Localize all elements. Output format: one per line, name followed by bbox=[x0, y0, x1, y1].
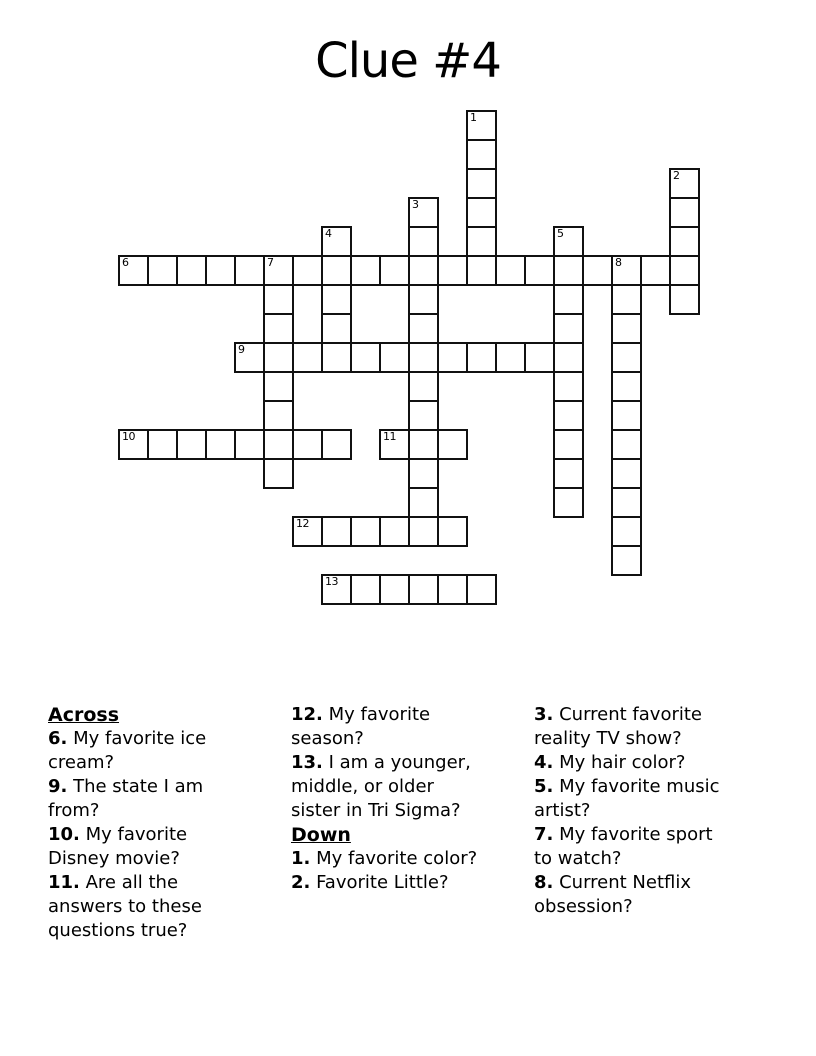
grid-cell-12-1[interactable] bbox=[466, 139, 497, 170]
clue-number-9: 9. bbox=[48, 776, 68, 797]
cell-number-2: 2 bbox=[673, 169, 680, 182]
grid-cell-19-4[interactable] bbox=[669, 226, 700, 257]
grid-cell-10-12[interactable] bbox=[408, 458, 439, 489]
clues-section bbox=[0, 703, 816, 1003]
grid-cell-5-11[interactable] bbox=[263, 429, 294, 460]
clue-7: 7. My favorite sport to watch? bbox=[534, 824, 713, 869]
grid-cell-0-5[interactable] bbox=[118, 255, 149, 286]
grid-cell-7-4[interactable] bbox=[321, 226, 352, 257]
grid-cell-10-5[interactable] bbox=[408, 255, 439, 286]
grid-cell-17-13[interactable] bbox=[611, 487, 642, 518]
grid-cell-7-14[interactable] bbox=[321, 516, 352, 547]
grid-cell-1-11[interactable] bbox=[147, 429, 178, 460]
grid-cell-11-16[interactable] bbox=[437, 574, 468, 605]
clues-column-3 bbox=[534, 703, 725, 919]
grid-cell-4-8[interactable] bbox=[234, 342, 265, 373]
clue-number-5: 5. bbox=[534, 776, 554, 797]
cell-number-4: 4 bbox=[325, 227, 332, 240]
cell-number-9: 9 bbox=[238, 343, 245, 356]
clue-12: 12. My favorite season? bbox=[291, 704, 431, 749]
clue-8: 8. Current Netflix obsession? bbox=[534, 872, 692, 917]
cell-number-12: 12 bbox=[296, 517, 309, 530]
clue-number-1: 1. bbox=[291, 848, 311, 869]
clues-header-down: Down bbox=[291, 824, 351, 846]
cell-number-1: 1 bbox=[470, 111, 477, 124]
clue-5: 5. My favorite music artist? bbox=[534, 776, 720, 821]
clue-4: 4. My hair color? bbox=[534, 752, 686, 773]
grid-cell-14-8[interactable] bbox=[524, 342, 555, 373]
grid-cell-15-6[interactable] bbox=[553, 284, 584, 315]
clue-10: 10. My favorite Disney movie? bbox=[48, 824, 188, 869]
grid-cell-13-8[interactable] bbox=[495, 342, 526, 373]
clue-number-3: 3. bbox=[534, 704, 554, 725]
clues-column-2 bbox=[291, 703, 481, 895]
grid-cell-17-8[interactable] bbox=[611, 342, 642, 373]
cell-number-10: 10 bbox=[122, 430, 135, 443]
clue-number-11: 11. bbox=[48, 872, 80, 893]
grid-cell-5-7[interactable] bbox=[263, 313, 294, 344]
clue-number-2: 2. bbox=[291, 872, 311, 893]
grid-cell-9-14[interactable] bbox=[379, 516, 410, 547]
grid-cell-8-14[interactable] bbox=[350, 516, 381, 547]
grid-cell-10-14[interactable] bbox=[408, 516, 439, 547]
grid-cell-12-3[interactable] bbox=[466, 197, 497, 228]
grid-cell-15-10[interactable] bbox=[553, 400, 584, 431]
grid-cell-1-5[interactable] bbox=[147, 255, 178, 286]
grid-cell-7-11[interactable] bbox=[321, 429, 352, 460]
clue-number-13: 13. bbox=[291, 752, 323, 773]
grid-cell-15-8[interactable] bbox=[553, 342, 584, 373]
grid-cell-7-16[interactable] bbox=[321, 574, 352, 605]
grid-cell-8-16[interactable] bbox=[350, 574, 381, 605]
grid-cell-6-14[interactable] bbox=[292, 516, 323, 547]
grid-cell-8-5[interactable] bbox=[350, 255, 381, 286]
grid-cell-17-7[interactable] bbox=[611, 313, 642, 344]
grid-cell-10-13[interactable] bbox=[408, 487, 439, 518]
grid-cell-12-0[interactable] bbox=[466, 110, 497, 141]
grid-cell-15-4[interactable] bbox=[553, 226, 584, 257]
cell-number-8: 8 bbox=[615, 256, 622, 269]
clue-number-10: 10. bbox=[48, 824, 80, 845]
clues-header-across: Across bbox=[48, 704, 120, 726]
grid-cell-7-6[interactable] bbox=[321, 284, 352, 315]
grid-cell-9-8[interactable] bbox=[379, 342, 410, 373]
grid-cell-19-3[interactable] bbox=[669, 197, 700, 228]
grid-cell-19-6[interactable] bbox=[669, 284, 700, 315]
grid-cell-5-12[interactable] bbox=[263, 458, 294, 489]
grid-cell-6-11[interactable] bbox=[292, 429, 323, 460]
grid-cell-10-6[interactable] bbox=[408, 284, 439, 315]
grid-cell-5-10[interactable] bbox=[263, 400, 294, 431]
grid-cell-9-5[interactable] bbox=[379, 255, 410, 286]
grid-cell-2-11[interactable] bbox=[176, 429, 207, 460]
grid-cell-5-6[interactable] bbox=[263, 284, 294, 315]
grid-cell-4-5[interactable] bbox=[234, 255, 265, 286]
clue-number-8: 8. bbox=[534, 872, 554, 893]
grid-cell-3-5[interactable] bbox=[205, 255, 236, 286]
clues-column-1 bbox=[48, 703, 248, 943]
cell-number-6: 6 bbox=[122, 256, 129, 269]
grid-cell-4-11[interactable] bbox=[234, 429, 265, 460]
grid-cell-13-5[interactable] bbox=[495, 255, 526, 286]
grid-cell-11-14[interactable] bbox=[437, 516, 468, 547]
grid-cell-5-8[interactable] bbox=[263, 342, 294, 373]
grid-cell-14-5[interactable] bbox=[524, 255, 555, 286]
clue-number-6: 6. bbox=[48, 728, 68, 749]
grid-cell-10-16[interactable] bbox=[408, 574, 439, 605]
clue-number-12: 12. bbox=[291, 704, 323, 725]
cell-number-11: 11 bbox=[383, 430, 396, 443]
grid-cell-10-4[interactable] bbox=[408, 226, 439, 257]
grid-cell-7-7[interactable] bbox=[321, 313, 352, 344]
grid-cell-19-5[interactable] bbox=[669, 255, 700, 286]
grid-cell-0-11[interactable] bbox=[118, 429, 149, 460]
grid-cell-11-11[interactable] bbox=[437, 429, 468, 460]
grid-cell-11-5[interactable] bbox=[437, 255, 468, 286]
grid-cell-11-8[interactable] bbox=[437, 342, 468, 373]
cell-number-7: 7 bbox=[267, 256, 274, 269]
grid-cell-10-9[interactable] bbox=[408, 371, 439, 402]
grid-cell-15-12[interactable] bbox=[553, 458, 584, 489]
grid-cell-15-9[interactable] bbox=[553, 371, 584, 402]
grid-cell-10-10[interactable] bbox=[408, 400, 439, 431]
grid-cell-17-9[interactable] bbox=[611, 371, 642, 402]
grid-cell-12-8[interactable] bbox=[466, 342, 497, 373]
grid-cell-12-4[interactable] bbox=[466, 226, 497, 257]
clue-number-4: 4. bbox=[534, 752, 554, 773]
grid-cell-17-11[interactable] bbox=[611, 429, 642, 460]
grid-cell-6-8[interactable] bbox=[292, 342, 323, 373]
grid-cell-9-16[interactable] bbox=[379, 574, 410, 605]
grid-cell-17-5[interactable] bbox=[611, 255, 642, 286]
grid-cell-7-5[interactable] bbox=[321, 255, 352, 286]
grid-cell-16-5[interactable] bbox=[582, 255, 613, 286]
grid-cell-15-11[interactable] bbox=[553, 429, 584, 460]
grid-cell-17-6[interactable] bbox=[611, 284, 642, 315]
grid-cell-17-10[interactable] bbox=[611, 400, 642, 431]
clue-13: 13. I am a younger, middle, or older sister in Tri Sigma? bbox=[291, 752, 471, 821]
clue-3: 3. Current favorite reality TV show? bbox=[534, 704, 702, 749]
grid-cell-8-8[interactable] bbox=[350, 342, 381, 373]
grid-cell-9-11[interactable] bbox=[379, 429, 410, 460]
clue-1: 1. My favorite color? bbox=[291, 848, 478, 869]
clue-9: 9. The state I am from? bbox=[48, 776, 204, 821]
clue-6: 6. My favorite ice cream? bbox=[48, 728, 207, 773]
grid-cell-12-16[interactable] bbox=[466, 574, 497, 605]
grid-cell-17-15[interactable] bbox=[611, 545, 642, 576]
cell-number-3: 3 bbox=[412, 198, 419, 211]
cell-number-13: 13 bbox=[325, 575, 338, 588]
grid-cell-17-14[interactable] bbox=[611, 516, 642, 547]
grid-cell-18-5[interactable] bbox=[640, 255, 671, 286]
grid-cell-12-2[interactable] bbox=[466, 168, 497, 199]
grid-cell-2-5[interactable] bbox=[176, 255, 207, 286]
grid-cell-7-8[interactable] bbox=[321, 342, 352, 373]
grid-cell-15-13[interactable] bbox=[553, 487, 584, 518]
grid-cell-10-11[interactable] bbox=[408, 429, 439, 460]
grid-cell-3-11[interactable] bbox=[205, 429, 236, 460]
grid-cell-6-5[interactable] bbox=[292, 255, 323, 286]
grid-cell-10-8[interactable] bbox=[408, 342, 439, 373]
grid-cell-19-2[interactable] bbox=[669, 168, 700, 199]
grid-cell-5-5[interactable] bbox=[263, 255, 294, 286]
clue-11: 11. Are all the answers to these questions true? bbox=[48, 872, 202, 941]
grid-cell-15-5[interactable] bbox=[553, 255, 584, 286]
grid-cell-17-12[interactable] bbox=[611, 458, 642, 489]
grid-cell-15-7[interactable] bbox=[553, 313, 584, 344]
clue-number-7: 7. bbox=[534, 824, 554, 845]
grid-cell-5-9[interactable] bbox=[263, 371, 294, 402]
grid-cell-10-7[interactable] bbox=[408, 313, 439, 344]
puzzle-title: Clue #4 bbox=[315, 33, 501, 89]
grid-cell-10-3[interactable] bbox=[408, 197, 439, 228]
clue-2: 2. Favorite Little? bbox=[291, 872, 449, 893]
cell-number-5: 5 bbox=[557, 227, 564, 240]
grid-cell-12-5[interactable] bbox=[466, 255, 497, 286]
